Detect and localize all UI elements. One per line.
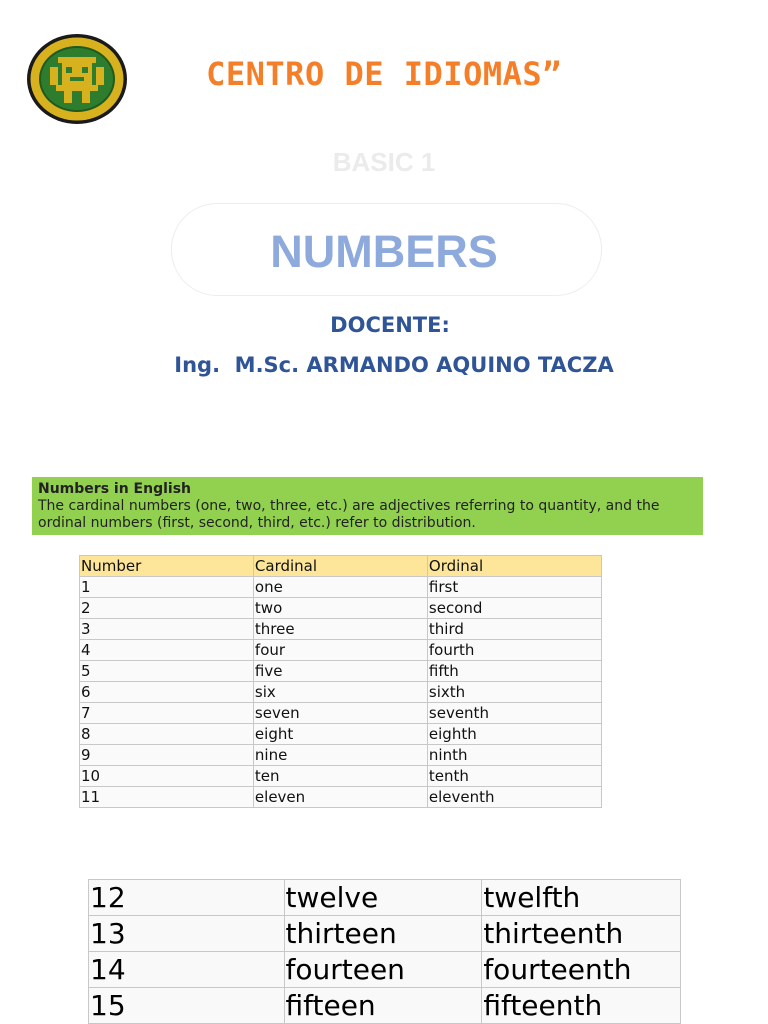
table-cell: six: [253, 682, 427, 703]
table-row: [80, 661, 602, 682]
table-cell: two: [253, 598, 427, 619]
course-level: BASIC 1: [332, 147, 436, 177]
table-cell: seven: [253, 703, 427, 724]
table-cell: 4: [80, 640, 254, 661]
table-cell: fifteenth: [482, 988, 681, 1024]
table-cell: 15: [89, 988, 285, 1024]
table-cell: 5: [80, 661, 254, 682]
table-cell: 3: [80, 619, 254, 640]
table-cell: twelve: [284, 880, 482, 916]
table-cell: eleven: [253, 787, 427, 808]
table-row: [80, 766, 602, 787]
table-cell: one: [253, 577, 427, 598]
table-cell: 6: [80, 682, 254, 703]
page-title: CENTRO DE IDIOMAS”: [206, 55, 562, 93]
table-cell: first: [427, 577, 601, 598]
teacher-name: Ing. M.Sc. ARMANDO AQUINO TACZA: [174, 353, 614, 377]
table-cell: 13: [89, 916, 285, 952]
table-cell: eight: [253, 724, 427, 745]
topic-title: NUMBERS: [270, 226, 498, 277]
table-cell: ninth: [427, 745, 601, 766]
table-row: [80, 724, 602, 745]
table-row: [80, 577, 602, 598]
table-row: [80, 619, 602, 640]
table-row: [80, 745, 602, 766]
teacher-label: DOCENTE:: [330, 313, 450, 337]
table-cell: eleventh: [427, 787, 601, 808]
table-cell: second: [427, 598, 601, 619]
table-row: [80, 598, 602, 619]
table-cell: 10: [80, 766, 254, 787]
table-cell: 9: [80, 745, 254, 766]
table-header-row: [80, 556, 602, 577]
table-cell: ten: [253, 766, 427, 787]
table-cell: 8: [80, 724, 254, 745]
table-cell: 1: [80, 577, 254, 598]
table-row: [89, 916, 681, 952]
table-cell: fifth: [427, 661, 601, 682]
table-cell: 2: [80, 598, 254, 619]
table-row: [80, 640, 602, 661]
numbers-table: [79, 555, 602, 808]
table-row: [80, 703, 602, 724]
header-cell: Ordinal: [427, 556, 601, 577]
header-cell: Cardinal: [253, 556, 427, 577]
header-cell: Number: [80, 556, 254, 577]
table-row: [89, 952, 681, 988]
table-row: [80, 682, 602, 703]
table-cell: fifteen: [284, 988, 482, 1024]
table-cell: fourth: [427, 640, 601, 661]
table-cell: third: [427, 619, 601, 640]
table-cell: fourteenth: [482, 952, 681, 988]
info-heading: Numbers in English: [38, 481, 191, 497]
table-cell: 11: [80, 787, 254, 808]
table-cell: twelfth: [482, 880, 681, 916]
table-cell: five: [253, 661, 427, 682]
table-cell: thirteen: [284, 916, 482, 952]
table-cell: eighth: [427, 724, 601, 745]
info-box: [32, 477, 703, 535]
table-cell: three: [253, 619, 427, 640]
table-cell: four: [253, 640, 427, 661]
table-cell: 7: [80, 703, 254, 724]
table-cell: seventh: [427, 703, 601, 724]
info-text: The cardinal numbers (one, two, three, etc.) are adjectives referring to quantity, and the ordinal numbers (first, second, third, etc.) refer to distribution.: [38, 498, 660, 531]
table-cell: nine: [253, 745, 427, 766]
table-cell: thirteenth: [482, 916, 681, 952]
numbers-table-large: [88, 879, 681, 1024]
table-row: [89, 988, 681, 1024]
table-cell: 14: [89, 952, 285, 988]
table-cell: fourteen: [284, 952, 482, 988]
table-row: [89, 880, 681, 916]
table-cell: 12: [89, 880, 285, 916]
table-row: [80, 787, 602, 808]
table-cell: sixth: [427, 682, 601, 703]
table-cell: tenth: [427, 766, 601, 787]
